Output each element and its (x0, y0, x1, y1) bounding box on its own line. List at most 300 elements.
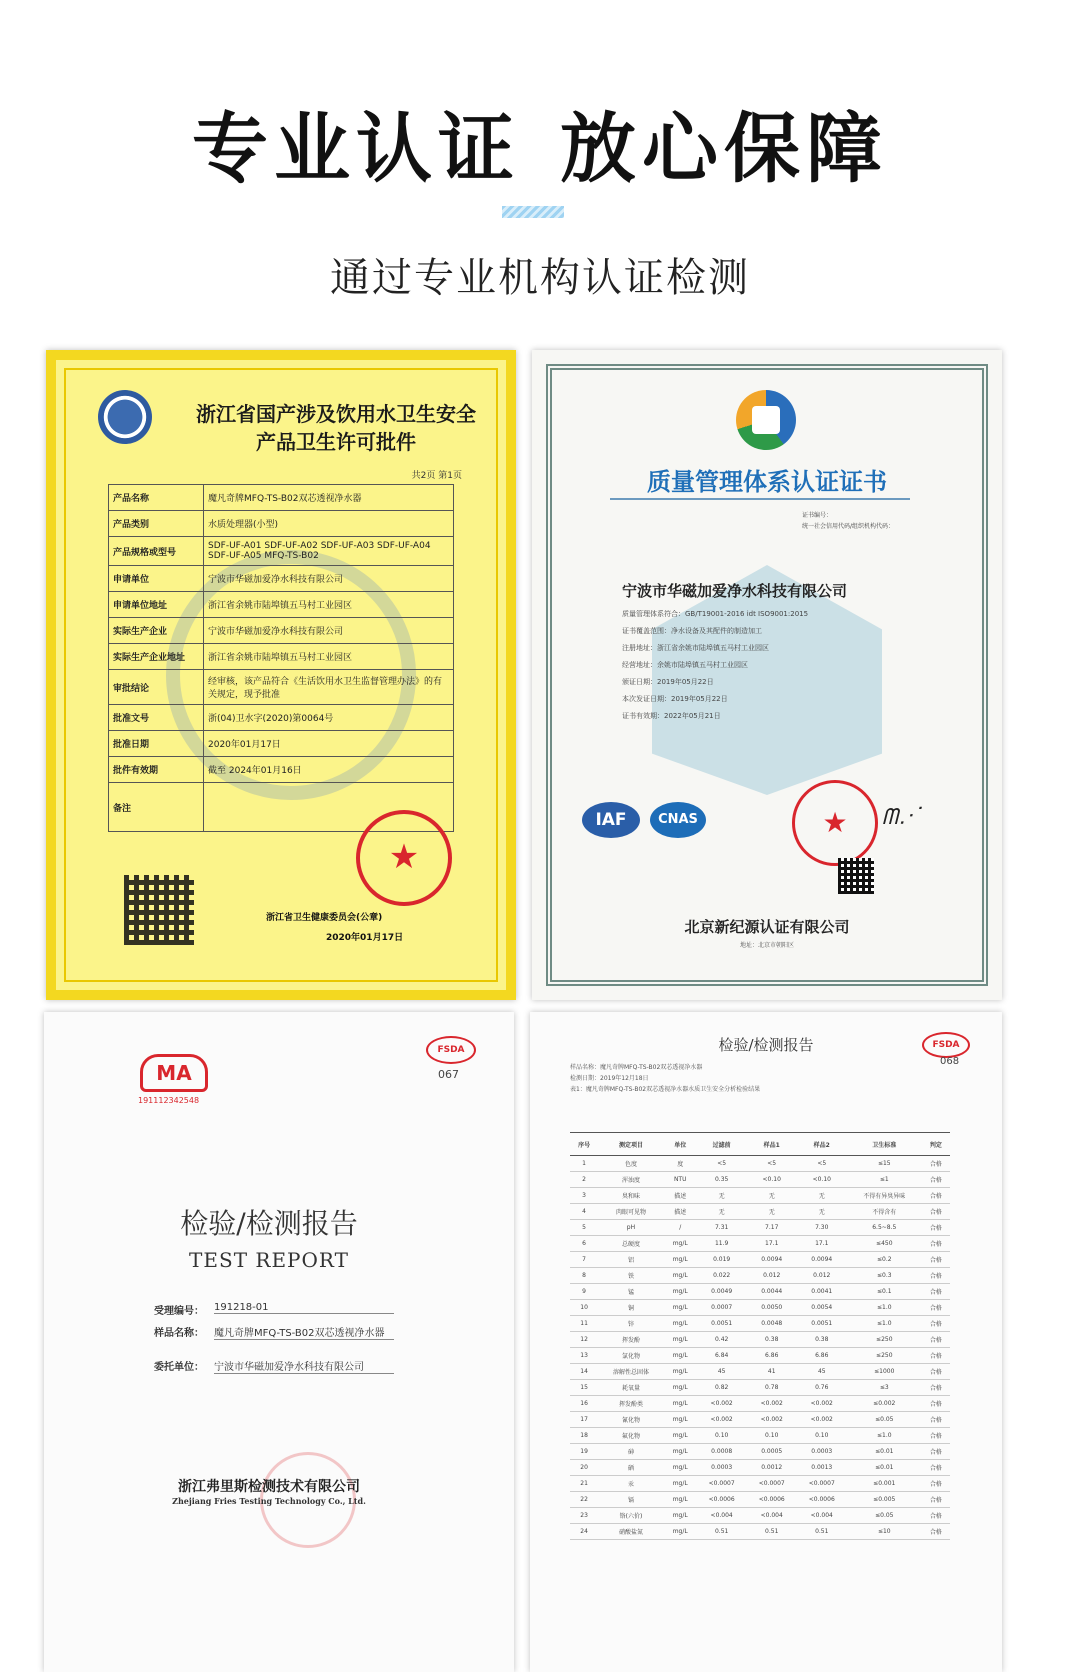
table-cell: 0.022 (697, 1268, 747, 1284)
field-value: 191218-01 (214, 1302, 394, 1314)
table-cell: 6.84 (697, 1348, 747, 1364)
sheet-header (570, 1062, 940, 1095)
table-cell: mg/L (664, 1428, 697, 1444)
qms-address: 地址：北京市朝阳区 (739, 942, 794, 949)
table-cell: 描述 (664, 1188, 697, 1204)
table-cell: 合格 (922, 1172, 950, 1188)
permit-row-key: 批准日期 (109, 731, 204, 757)
table-row (570, 1188, 950, 1204)
table-cell: ≤1000 (847, 1364, 922, 1380)
table-cell: 浑浊度 (598, 1172, 664, 1188)
qms-title: 质量管理体系认证证书 (647, 468, 887, 496)
permit-row-value: 宁波市华磁加爱净水科技有限公司 (204, 566, 454, 592)
official-red-stamp-icon: ★ (356, 810, 452, 906)
table-cell: ≤1.0 (847, 1316, 922, 1332)
table-cell: 0.51 (797, 1524, 847, 1540)
table-cell: 色度 (598, 1156, 664, 1172)
permit-row-value: 经审核，该产品符合《生活饮用水卫生监督管理办法》的有关规定，现予批准 (204, 670, 454, 705)
table-cell: 0.82 (697, 1380, 747, 1396)
table-cell: 汞 (598, 1476, 664, 1492)
table-row (570, 1380, 950, 1396)
table-cell: 11.9 (697, 1236, 747, 1252)
table-cell: ≤450 (847, 1236, 922, 1252)
table-cell: 铁 (598, 1268, 664, 1284)
table-cell: 1 (570, 1156, 598, 1172)
table-cell: 铬(六价) (598, 1508, 664, 1524)
lab-name-cn: 浙江弗里斯检测技术有限公司 (178, 1479, 360, 1495)
table-row (570, 1220, 950, 1236)
table-cell: 0.012 (747, 1268, 797, 1284)
permit-row-key: 产品规格或型号 (109, 537, 204, 566)
table-cell: 6 (570, 1236, 598, 1252)
table-cell: 16 (570, 1396, 598, 1412)
table-row (570, 1364, 950, 1380)
table-cell: <0.002 (747, 1396, 797, 1412)
table-cell: 0.0051 (797, 1316, 847, 1332)
cover-title-en: TEST REPORT (189, 1248, 349, 1272)
table-row (570, 1492, 950, 1508)
table-cell: 砷 (598, 1444, 664, 1460)
table-cell: 0.38 (797, 1332, 847, 1348)
results-column-header: 测定项目 (598, 1133, 664, 1156)
headline-part1: 专业认证 (192, 104, 520, 193)
table-cell: ≤0.001 (847, 1476, 922, 1492)
table-cell: 0.0094 (747, 1252, 797, 1268)
table-cell: 0.78 (747, 1380, 797, 1396)
table-cell: 0.019 (697, 1252, 747, 1268)
table-cell: mg/L (664, 1524, 697, 1540)
permit-row-value: 截至 2024年01月16日 (204, 757, 454, 783)
results-table (570, 1132, 950, 1540)
table-cell: 0.0050 (747, 1300, 797, 1316)
table-cell: mg/L (664, 1444, 697, 1460)
table-cell: mg/L (664, 1364, 697, 1380)
national-emblem-icon (98, 390, 152, 444)
table-cell: 合格 (922, 1236, 950, 1252)
table-row (570, 1348, 950, 1364)
table-cell: <0.10 (797, 1172, 847, 1188)
table-cell: mg/L (664, 1348, 697, 1364)
table-cell: 0.012 (797, 1268, 847, 1284)
table-cell: 2 (570, 1172, 598, 1188)
table-cell: ≤0.3 (847, 1268, 922, 1284)
sheet-header-line1: 样品名称：魔凡奇牌MFQ-TS-B02双芯透视净水器 (570, 1064, 703, 1071)
table-cell: 0.0049 (697, 1284, 747, 1300)
permit-date: 2020年01月17日 (326, 933, 404, 943)
table-cell: ≤0.2 (847, 1252, 922, 1268)
table-cell: <5 (797, 1156, 847, 1172)
table-cell: 10 (570, 1300, 598, 1316)
table-cell: 合格 (922, 1428, 950, 1444)
cma-number: 191112342548 (138, 1096, 200, 1105)
table-cell: 17 (570, 1412, 598, 1428)
table-cell: ≤250 (847, 1332, 922, 1348)
table-cell: 12 (570, 1332, 598, 1348)
table-cell: 合格 (922, 1156, 950, 1172)
headline-part2: 放心保障 (560, 104, 888, 193)
table-cell: 0.51 (697, 1524, 747, 1540)
permit-title-line1: 浙江省国产涉及饮用水卫生安全 (196, 402, 476, 426)
table-cell: 合格 (922, 1284, 950, 1300)
table-cell: 5 (570, 1220, 598, 1236)
permit-page-count: 共2页 第1页 (411, 471, 462, 481)
table-cell: 无 (797, 1204, 847, 1220)
table-cell: <0.004 (697, 1508, 747, 1524)
table-row (570, 1252, 950, 1268)
table-cell: mg/L (664, 1300, 697, 1316)
table-cell: mg/L (664, 1396, 697, 1412)
sheet-header-line3: 表1：魔凡奇牌MFQ-TS-B02双芯透视净水器水质卫生安全分析检验结果 (570, 1086, 761, 1093)
field-value: 宁波市华磁加爱净水科技有限公司 (214, 1358, 394, 1374)
table-cell: 0.35 (697, 1172, 747, 1188)
table-cell: ≤0.005 (847, 1492, 922, 1508)
table-cell: 0.0012 (747, 1460, 797, 1476)
table-cell: <0.10 (747, 1172, 797, 1188)
field-label: 委托单位： (154, 1362, 204, 1373)
table-cell: ≤0.002 (847, 1396, 922, 1412)
table-cell: 硒 (598, 1460, 664, 1476)
results-header-row (570, 1133, 950, 1156)
table-row (570, 1300, 950, 1316)
permit-row (109, 757, 454, 783)
table-cell: ≤0.05 (847, 1412, 922, 1428)
table-cell: 24 (570, 1524, 598, 1540)
permit-row (109, 485, 454, 511)
table-cell: 13 (570, 1348, 598, 1364)
permit-row-value: 浙(04)卫水字(2020)第0064号 (204, 705, 454, 731)
table-cell: mg/L (664, 1236, 697, 1252)
table-row (570, 1204, 950, 1220)
table-cell: 7.31 (697, 1220, 747, 1236)
table-cell: 7 (570, 1252, 598, 1268)
results-column-header: 样品1 (747, 1133, 797, 1156)
permit-row-key: 实际生产企业 (109, 618, 204, 644)
table-cell: 肉眼可见物 (598, 1204, 664, 1220)
qms-meta (802, 510, 894, 532)
table-cell: 11 (570, 1316, 598, 1332)
table-cell: 无 (697, 1188, 747, 1204)
cnas-logo-icon: CNAS (650, 802, 706, 838)
table-cell: pH (598, 1220, 664, 1236)
table-cell: 7.30 (797, 1220, 847, 1236)
table-cell: 19 (570, 1444, 598, 1460)
table-cell: 6.86 (797, 1348, 847, 1364)
table-cell: 锰 (598, 1284, 664, 1300)
permit-row-value: 浙江省余姚市陆埠镇五马村工业园区 (204, 592, 454, 618)
table-cell: 0.0054 (797, 1300, 847, 1316)
table-cell: 0.0008 (697, 1444, 747, 1460)
table-cell: 描述 (664, 1204, 697, 1220)
table-cell: 0.42 (697, 1332, 747, 1348)
table-cell: 合格 (922, 1188, 950, 1204)
permit-row-key: 产品名称 (109, 485, 204, 511)
table-cell: 0.0044 (747, 1284, 797, 1300)
table-cell: ≤0.01 (847, 1460, 922, 1476)
table-cell: 41 (747, 1364, 797, 1380)
table-cell: 合格 (922, 1348, 950, 1364)
table-row (570, 1524, 950, 1540)
table-cell: ≤0.01 (847, 1444, 922, 1460)
field-label: 样品名称： (154, 1328, 204, 1339)
iaf-logo-icon: IAF (582, 802, 640, 838)
table-cell: 硝酸盐氮 (598, 1524, 664, 1540)
qms-detail-line: 注册地址：浙江省余姚市陆埠镇五马村工业园区 (622, 644, 769, 652)
table-cell: 氰化物 (598, 1412, 664, 1428)
table-row (570, 1236, 950, 1252)
table-cell: 21 (570, 1476, 598, 1492)
table-cell: ≤10 (847, 1524, 922, 1540)
table-cell: 无 (697, 1204, 747, 1220)
table-cell: 6.5~8.5 (847, 1220, 922, 1236)
permit-table (108, 484, 454, 832)
table-row (570, 1412, 950, 1428)
table-cell: 7.17 (747, 1220, 797, 1236)
results-column-header: 单位 (664, 1133, 697, 1156)
table-cell: mg/L (664, 1380, 697, 1396)
table-cell: <0.002 (797, 1396, 847, 1412)
table-cell: 无 (747, 1188, 797, 1204)
table-cell: <0.002 (697, 1396, 747, 1412)
sheet-title: 检验/检测报告 (718, 1036, 814, 1054)
permit-row (109, 618, 454, 644)
table-cell: <5 (747, 1156, 797, 1172)
table-row (570, 1332, 950, 1348)
table-row (570, 1460, 950, 1476)
title-underline (610, 498, 910, 500)
table-cell: ≤250 (847, 1348, 922, 1364)
table-row (570, 1396, 950, 1412)
table-cell: ≤3 (847, 1380, 922, 1396)
qms-detail-line: 证书覆盖范围：净水设备及其配件的制造加工 (622, 627, 762, 635)
table-cell: 0.0003 (797, 1444, 847, 1460)
table-cell: 0.10 (747, 1428, 797, 1444)
qms-detail-line: 质量管理体系符合：GB/T19001-2016 idt ISO9001:2015 (622, 610, 809, 618)
table-cell: 合格 (922, 1300, 950, 1316)
table-row (570, 1156, 950, 1172)
results-column-header: 样品2 (797, 1133, 847, 1156)
table-cell: 合格 (922, 1396, 950, 1412)
table-cell: <5 (697, 1156, 747, 1172)
table-cell: 不得有异臭异味 (847, 1188, 922, 1204)
sheet-header-line2: 检测日期：2019年12月18日 (570, 1075, 649, 1082)
permit-row-key: 审批结论 (109, 670, 204, 705)
permit-row-key: 备注 (109, 783, 204, 832)
page-headline (0, 88, 1080, 197)
table-cell: 0.0048 (747, 1316, 797, 1332)
table-cell: 无 (797, 1188, 847, 1204)
table-cell: 不得含有 (847, 1204, 922, 1220)
table-cell: 合格 (922, 1508, 950, 1524)
permit-row (109, 592, 454, 618)
table-cell: 合格 (922, 1444, 950, 1460)
permit-row-value: 2020年01月17日 (204, 731, 454, 757)
table-cell: 无 (747, 1204, 797, 1220)
permit-row (109, 511, 454, 537)
table-cell: 6.86 (747, 1348, 797, 1364)
fsda-logo-icon: FSDA (426, 1036, 476, 1064)
qr-code-icon (124, 875, 194, 945)
table-cell: 合格 (922, 1316, 950, 1332)
permit-row-key: 申请单位 (109, 566, 204, 592)
accent-divider (502, 206, 564, 218)
table-cell: ≤1.0 (847, 1428, 922, 1444)
table-cell: 0.0013 (797, 1460, 847, 1476)
permit-row-value: 水质处理器(小型) (204, 511, 454, 537)
table-cell: 溶解性总固体 (598, 1364, 664, 1380)
qms-meta-line1: 证书编号： (802, 512, 833, 519)
results-column-header: 过滤前 (697, 1133, 747, 1156)
permit-row-key: 实际生产企业地址 (109, 644, 204, 670)
table-cell: mg/L (664, 1412, 697, 1428)
permit-row-key: 批准文号 (109, 705, 204, 731)
qms-company: 宁波市华磁加爱净水科技有限公司 (622, 582, 848, 600)
test-report-data-sheet (530, 1012, 1002, 1672)
table-cell: 0.10 (697, 1428, 747, 1444)
table-cell: mg/L (664, 1252, 697, 1268)
table-cell: mg/L (664, 1268, 697, 1284)
table-cell: 氟化物 (598, 1428, 664, 1444)
table-cell: 3 (570, 1188, 598, 1204)
cover-page-number: 067 (438, 1068, 459, 1081)
table-row (570, 1476, 950, 1492)
house-logo-icon (736, 390, 796, 450)
permit-row (109, 566, 454, 592)
table-cell: 0.38 (747, 1332, 797, 1348)
table-cell: 20 (570, 1460, 598, 1476)
table-cell: 合格 (922, 1220, 950, 1236)
table-cell: 耗氧量 (598, 1380, 664, 1396)
permit-row-key: 产品类别 (109, 511, 204, 537)
permit-row-value: 宁波市华磁加爱净水科技有限公司 (204, 618, 454, 644)
table-cell: <0.0007 (747, 1476, 797, 1492)
results-column-header: 序号 (570, 1133, 598, 1156)
cover-title-cn: 检验/检测报告 (180, 1207, 358, 1240)
qms-qr-code-icon (838, 858, 874, 894)
table-cell: 合格 (922, 1364, 950, 1380)
permit-row (109, 537, 454, 566)
table-cell: 挥发酚类 (598, 1396, 664, 1412)
table-cell: mg/L (664, 1460, 697, 1476)
hygiene-permit-certificate (46, 350, 516, 1000)
table-cell: 0.0003 (697, 1460, 747, 1476)
table-cell: 合格 (922, 1204, 950, 1220)
table-cell: 45 (797, 1364, 847, 1380)
sheet-fsda-logo-icon: FSDA (922, 1032, 970, 1058)
table-cell: 镉 (598, 1492, 664, 1508)
permit-row (109, 731, 454, 757)
table-cell: 45 (697, 1364, 747, 1380)
table-cell: 铜 (598, 1300, 664, 1316)
table-cell: 合格 (922, 1476, 950, 1492)
table-row (570, 1268, 950, 1284)
table-cell: 4 (570, 1204, 598, 1220)
field-label: 受理编号： (154, 1306, 204, 1317)
table-cell: <0.002 (697, 1412, 747, 1428)
table-cell: 合格 (922, 1412, 950, 1428)
table-cell: ≤1 (847, 1172, 922, 1188)
qms-detail-line: 本次发证日期：2019年05月22日 (622, 695, 728, 703)
table-cell: 23 (570, 1508, 598, 1524)
table-cell: <0.002 (797, 1412, 847, 1428)
table-cell: 合格 (922, 1460, 950, 1476)
qms-issuer: 北京新纪源认证有限公司 (684, 918, 850, 936)
table-cell: 合格 (922, 1492, 950, 1508)
qms-detail-line: 颁证日期：2019年05月22日 (622, 678, 714, 686)
table-cell: 合格 (922, 1380, 950, 1396)
permit-title-line2: 产品卫生许可批件 (256, 430, 416, 454)
qms-detail-line: 证书有效期：2022年05月21日 (622, 712, 721, 720)
page-subline: 通过专业机构认证检测 (330, 255, 750, 301)
table-row (570, 1172, 950, 1188)
table-cell: 度 (664, 1156, 697, 1172)
table-cell: / (664, 1220, 697, 1236)
permit-row (109, 670, 454, 705)
field-value: 魔凡奇牌MFQ-TS-B02双芯透视净水器 (214, 1324, 394, 1340)
table-cell: 0.0051 (697, 1316, 747, 1332)
permit-issuer: 浙江省卫生健康委员会(公章) (266, 913, 383, 923)
table-cell: mg/L (664, 1476, 697, 1492)
table-cell: 17.1 (797, 1236, 847, 1252)
permit-row-value: 浙江省余姚市陆埠镇五马村工业园区 (204, 644, 454, 670)
table-cell: 0.0007 (697, 1300, 747, 1316)
table-cell: <0.0007 (797, 1476, 847, 1492)
table-cell: ≤0.05 (847, 1508, 922, 1524)
qms-meta-line2: 统一社会信用代码/组织机构代码： (802, 523, 895, 530)
table-row (570, 1444, 950, 1460)
certification-red-stamp-icon: ★ (792, 780, 878, 866)
table-cell: 15 (570, 1380, 598, 1396)
table-cell: <0.004 (797, 1508, 847, 1524)
cma-logo-icon: MA (140, 1054, 208, 1092)
table-cell: 0.51 (747, 1524, 797, 1540)
table-cell: 0.76 (797, 1380, 847, 1396)
results-column-header: 判定 (922, 1133, 950, 1156)
table-cell: 0.0005 (747, 1444, 797, 1460)
table-cell: 9 (570, 1284, 598, 1300)
table-cell: <0.0007 (697, 1476, 747, 1492)
table-row (570, 1508, 950, 1524)
table-cell: <0.0006 (697, 1492, 747, 1508)
qms-details (622, 606, 808, 725)
table-cell: 合格 (922, 1332, 950, 1348)
table-cell: ≤15 (847, 1156, 922, 1172)
table-cell: 0.10 (797, 1428, 847, 1444)
test-report-cover (44, 1012, 514, 1672)
table-cell: 合格 (922, 1252, 950, 1268)
permit-row-value: SDF-UF-A01 SDF-UF-A02 SDF-UF-A03 SDF-UF-A04 SDF-UF-A05 MFQ-TS-B02 (204, 537, 454, 566)
table-cell: mg/L (664, 1332, 697, 1348)
table-cell: 合格 (922, 1268, 950, 1284)
permit-row (109, 705, 454, 731)
table-row (570, 1316, 950, 1332)
qms-detail-line: 经营地址：余姚市陆埠镇五马村工业园区 (622, 661, 748, 669)
permit-row-key: 批件有效期 (109, 757, 204, 783)
table-cell: 22 (570, 1492, 598, 1508)
table-cell: ≤1.0 (847, 1300, 922, 1316)
table-cell: mg/L (664, 1316, 697, 1332)
table-cell: 合格 (922, 1524, 950, 1540)
table-cell: mg/L (664, 1492, 697, 1508)
lab-name-en: Zhejiang Fries Testing Technology Co., Ltd. (172, 1496, 366, 1506)
table-cell: <0.004 (747, 1508, 797, 1524)
table-cell: 17.1 (747, 1236, 797, 1252)
table-cell: 铝 (598, 1252, 664, 1268)
table-cell: 挥发酚 (598, 1332, 664, 1348)
table-cell: 总硬度 (598, 1236, 664, 1252)
permit-row (109, 644, 454, 670)
table-row (570, 1428, 950, 1444)
cover-field-sample-name (154, 1324, 394, 1340)
